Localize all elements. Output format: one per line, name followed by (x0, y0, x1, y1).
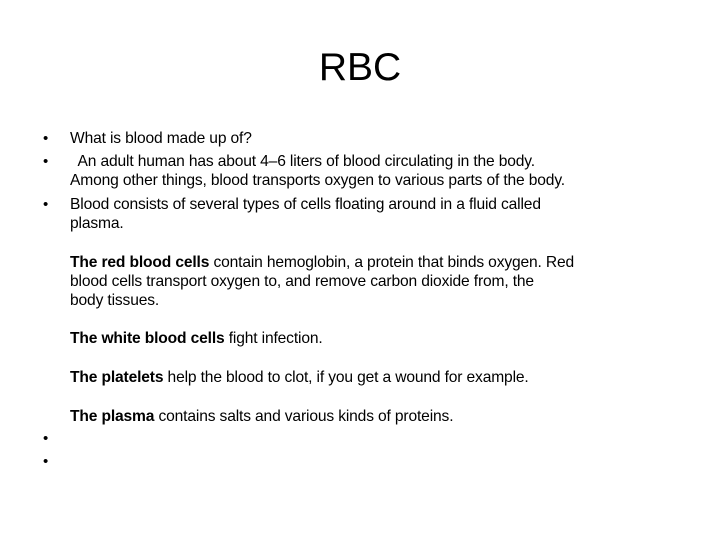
platelets-text: help the blood to clot, if you get a wound for example. (163, 369, 529, 386)
red-blood-cells-paragraph (70, 253, 574, 272)
red-blood-cells-text: contain hemoglobin, a protein that binds oxygen. Red (209, 254, 575, 271)
bullet-text-1: What is blood made up of? (70, 130, 252, 147)
red-blood-cells-heading: The red blood cells (70, 254, 210, 271)
white-blood-cells-heading: The white blood cells (70, 330, 225, 347)
bullet-text-2-line-1: An adult human has about 4–6 liters of blood circulating in the body. (70, 153, 535, 170)
plasma-heading: The plasma (70, 408, 155, 425)
platelets-paragraph (70, 368, 529, 387)
bullet-text-2-line-2: Among other things, blood transports oxygen to various parts of the body. (70, 172, 565, 189)
empty-bullet-icon: • (43, 453, 49, 470)
bullet-text-3-line-2: plasma. (70, 215, 124, 232)
white-blood-cells-paragraph (70, 329, 323, 348)
white-blood-cells-text: fight infection. (224, 330, 323, 347)
plasma-paragraph (70, 407, 453, 426)
red-blood-cells-line-2: blood cells transport oxygen to, and remove carbon dioxide from, the (70, 273, 534, 290)
slide-title: RBC (318, 46, 402, 89)
plasma-text: contains salts and various kinds of proteins. (154, 408, 454, 425)
bullet-text-3-line-1: Blood consists of several types of cells floating around in a fluid called (70, 196, 541, 213)
bullet-icon: • (43, 153, 49, 170)
bullet-icon: • (43, 130, 49, 147)
platelets-heading: The platelets (70, 369, 164, 386)
bullet-icon: • (43, 196, 49, 213)
empty-bullet-icon: • (43, 430, 49, 447)
red-blood-cells-line-3: body tissues. (70, 292, 160, 309)
